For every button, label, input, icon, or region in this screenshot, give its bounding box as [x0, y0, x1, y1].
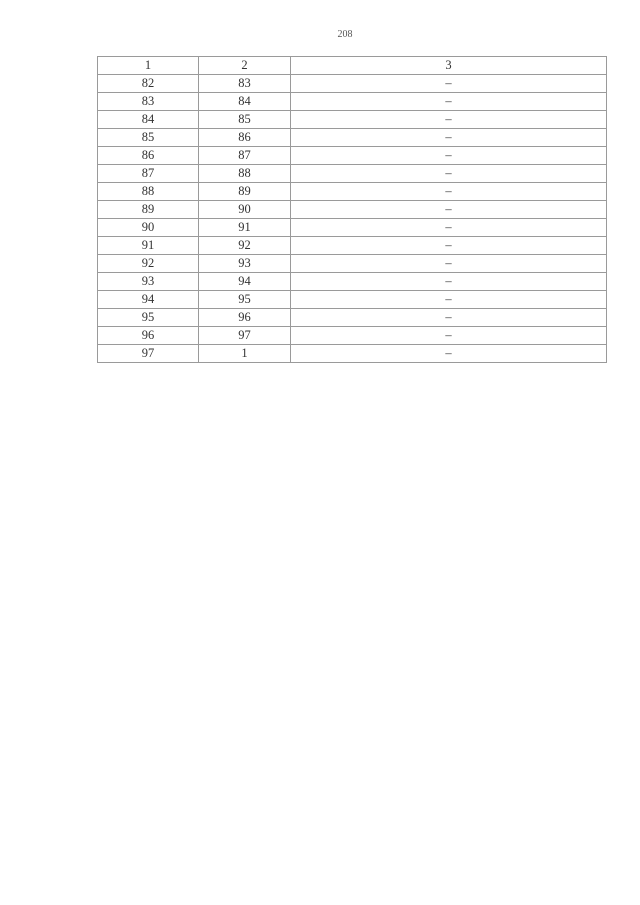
table-cell: 96: [98, 327, 199, 345]
table-header: [98, 57, 607, 75]
table-row: [98, 345, 607, 363]
table-cell: –: [291, 165, 607, 183]
table-row: [98, 219, 607, 237]
table-cell: –: [291, 345, 607, 363]
table-row: [98, 255, 607, 273]
table-cell: 87: [98, 165, 199, 183]
table-body: [98, 75, 607, 363]
table-row: [98, 327, 607, 345]
table-cell: 93: [98, 273, 199, 291]
table-cell: 86: [98, 147, 199, 165]
table-cell: 92: [98, 255, 199, 273]
table-cell: 89: [98, 201, 199, 219]
table-row: [98, 309, 607, 327]
table-cell: –: [291, 75, 607, 93]
table-cell: –: [291, 147, 607, 165]
table-cell: 85: [199, 111, 291, 129]
table-cell: 95: [98, 309, 199, 327]
column-header-1: 1: [98, 57, 199, 75]
column-header-3: 3: [291, 57, 607, 75]
table-cell: 94: [199, 273, 291, 291]
table-cell: 93: [199, 255, 291, 273]
table-row: [98, 93, 607, 111]
table-cell: 88: [98, 183, 199, 201]
table-cell: 96: [199, 309, 291, 327]
table-cell: 84: [199, 93, 291, 111]
table-row: [98, 183, 607, 201]
table-row: [98, 291, 607, 309]
table-cell: 95: [199, 291, 291, 309]
table-cell: 83: [98, 93, 199, 111]
table-cell: –: [291, 309, 607, 327]
table-cell: –: [291, 291, 607, 309]
table-header-row: [98, 57, 607, 75]
table-cell: 90: [199, 201, 291, 219]
table-cell: 91: [98, 237, 199, 255]
table-cell: 87: [199, 147, 291, 165]
table-cell: 90: [98, 219, 199, 237]
table-cell: 97: [199, 327, 291, 345]
column-header-2: 2: [199, 57, 291, 75]
table-cell: 89: [199, 183, 291, 201]
page-number: 208: [337, 29, 353, 40]
table-cell: 88: [199, 165, 291, 183]
table-cell: 82: [98, 75, 199, 93]
table-row: [98, 129, 607, 147]
table-cell: –: [291, 201, 607, 219]
table-row: [98, 147, 607, 165]
table-cell: 83: [199, 75, 291, 93]
table-cell: 94: [98, 291, 199, 309]
table-cell: –: [291, 183, 607, 201]
table-cell: –: [291, 237, 607, 255]
table-cell: –: [291, 111, 607, 129]
table-row: [98, 201, 607, 219]
table-row: [98, 75, 607, 93]
table-cell: 85: [98, 129, 199, 147]
table-cell: 97: [98, 345, 199, 363]
table-row: [98, 273, 607, 291]
table-cell: –: [291, 219, 607, 237]
table-cell: 84: [98, 111, 199, 129]
table-row: [98, 165, 607, 183]
data-table: [97, 56, 607, 363]
table-cell: –: [291, 129, 607, 147]
table-row: [98, 111, 607, 129]
table-cell: –: [291, 255, 607, 273]
table-cell: –: [291, 327, 607, 345]
table-cell: 86: [199, 129, 291, 147]
table-cell: –: [291, 93, 607, 111]
table-cell: 91: [199, 219, 291, 237]
table-cell: 92: [199, 237, 291, 255]
table-cell: –: [291, 273, 607, 291]
table-row: [98, 237, 607, 255]
table-cell: 1: [199, 345, 291, 363]
